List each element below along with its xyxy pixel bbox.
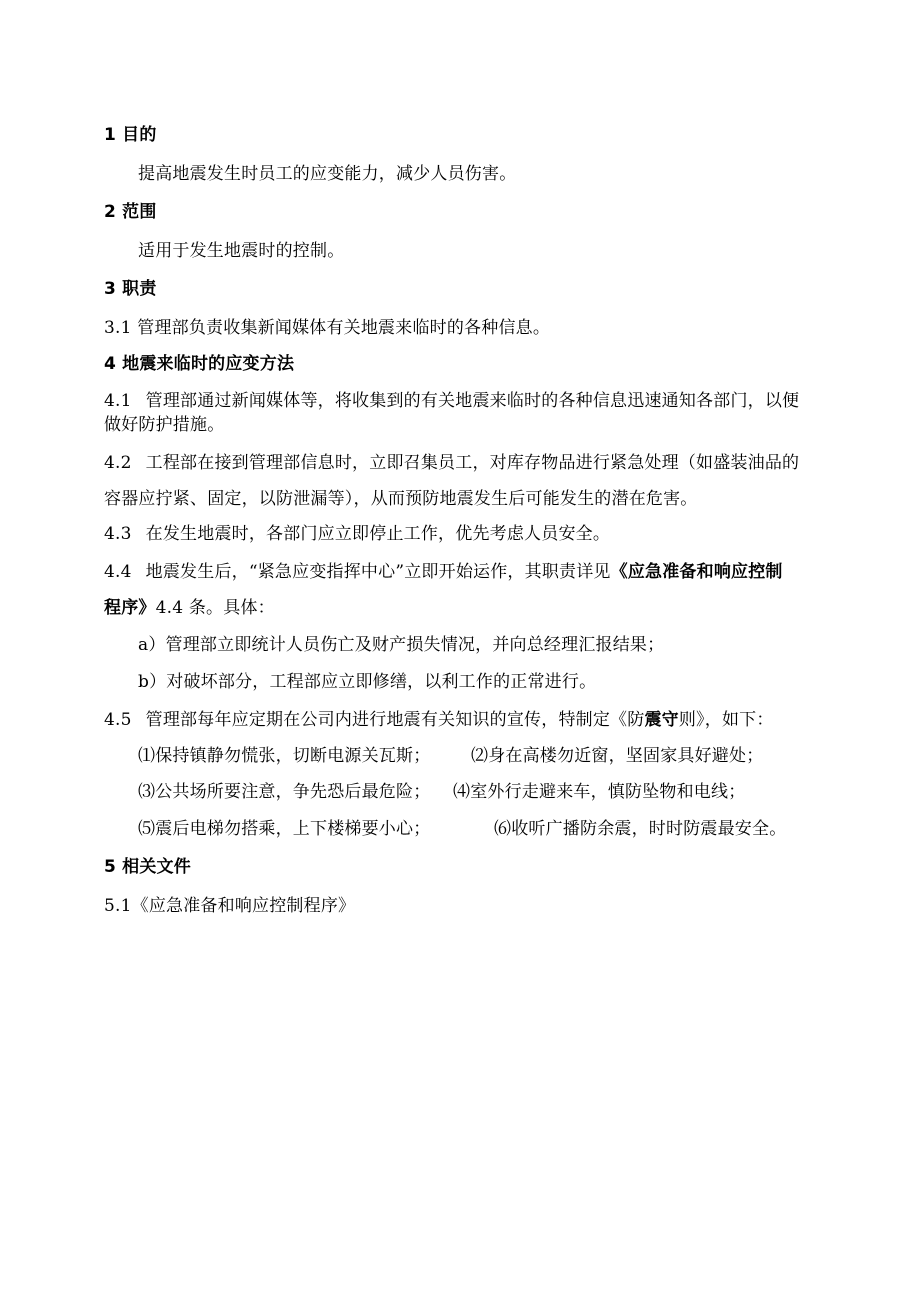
section-3-1: 3.1 管理部负责收集新闻媒体有关地震来临时的各种信息。	[104, 318, 551, 338]
section-4-1-line2: 做好防护措施。	[104, 415, 225, 435]
section-4-4-line1	[104, 561, 783, 583]
rules-row-2	[138, 781, 818, 803]
section-4-4-line2	[104, 597, 275, 619]
section-1-heading: 1 目的	[104, 125, 157, 145]
section-4-5-number: 4.5	[104, 710, 132, 730]
section-4-3-text: 在发生地震时，各部门应立即停止工作，优先考虑人员安全。	[145, 524, 611, 544]
section-4-5-text-end: 则》，如下：	[678, 710, 774, 730]
section-4-1-text: 管理部通过新闻媒体等，将收集到的有关地震来临时的各种信息迅速通知各部门，以便	[145, 391, 800, 411]
rule-3: ⑶公共场所要注意，争先恐后最危险；	[138, 782, 431, 802]
section-4-1-number: 4.1	[104, 391, 132, 411]
section-4-2-text: 工程部在接到管理部信息时，立即召集员工，对库存物品进行紧急处理（如盛装油品的	[145, 453, 800, 473]
section-4-5-line1	[104, 709, 774, 731]
section-4-4-doc-ref-end: 程序》	[104, 598, 156, 618]
section-4-4-text: 地震发生后，“紧急应变指挥中心”立即开始运作，其职责详见	[145, 562, 611, 582]
section-2-heading: 2 范围	[104, 202, 157, 222]
rule-4: ⑷室外行走避来车，慎防坠物和电线；	[453, 782, 746, 802]
section-4-2-line2: 容器应拧紧、固定，以防泄漏等），从而预防地震发生后可能发生的潜在危害。	[104, 489, 698, 509]
section-4-4-number: 4.4	[104, 562, 132, 582]
section-4-4-item-b: b）对破坏部分，工程部应立即修缮，以利工作的正常进行。	[138, 672, 597, 692]
section-5-heading: 5 相关文件	[104, 857, 191, 877]
rule-1: ⑴保持镇静勿慌张，切断电源关瓦斯；	[138, 746, 431, 766]
section-5-1: 5.1《应急准备和响应控制程序》	[104, 896, 356, 916]
rule-6: ⑹收听广播防余震，时时防震最安全。	[494, 819, 787, 839]
rules-row-3	[138, 818, 818, 840]
section-4-5-rules-title-bold: 震守	[644, 710, 679, 730]
section-4-4-item-a: a）管理部立即统计人员伤亡及财产损失情况，并向总经理汇报结果；	[138, 635, 665, 655]
section-4-2-number: 4.2	[104, 453, 132, 473]
section-4-5-text: 管理部每年应定期在公司内进行地震有关知识的宣传，特制定《防	[145, 710, 645, 730]
section-4-heading: 4 地震来临时的应变方法	[104, 354, 295, 374]
rule-5: ⑸震后电梯勿搭乘，上下楼梯要小心；	[138, 819, 431, 839]
section-1-body: 提高地震发生时员工的应变能力，减少人员伤害。	[138, 164, 517, 184]
section-4-3-number: 4.3	[104, 524, 132, 544]
rule-2: ⑵身在高楼勿近窗，坚固家具好避处；	[471, 746, 764, 766]
rules-row-1	[138, 745, 818, 767]
section-2-body: 适用于发生地震时的控制。	[138, 241, 345, 261]
section-4-1-line1	[104, 390, 799, 412]
section-4-3-line1	[104, 523, 610, 545]
section-3-heading: 3 职责	[104, 279, 157, 299]
section-4-2-line1	[104, 452, 799, 474]
section-4-4-clause: 4.4 条。具体：	[155, 598, 275, 618]
section-4-4-doc-ref: 《应急准备和响应控制	[610, 562, 783, 582]
